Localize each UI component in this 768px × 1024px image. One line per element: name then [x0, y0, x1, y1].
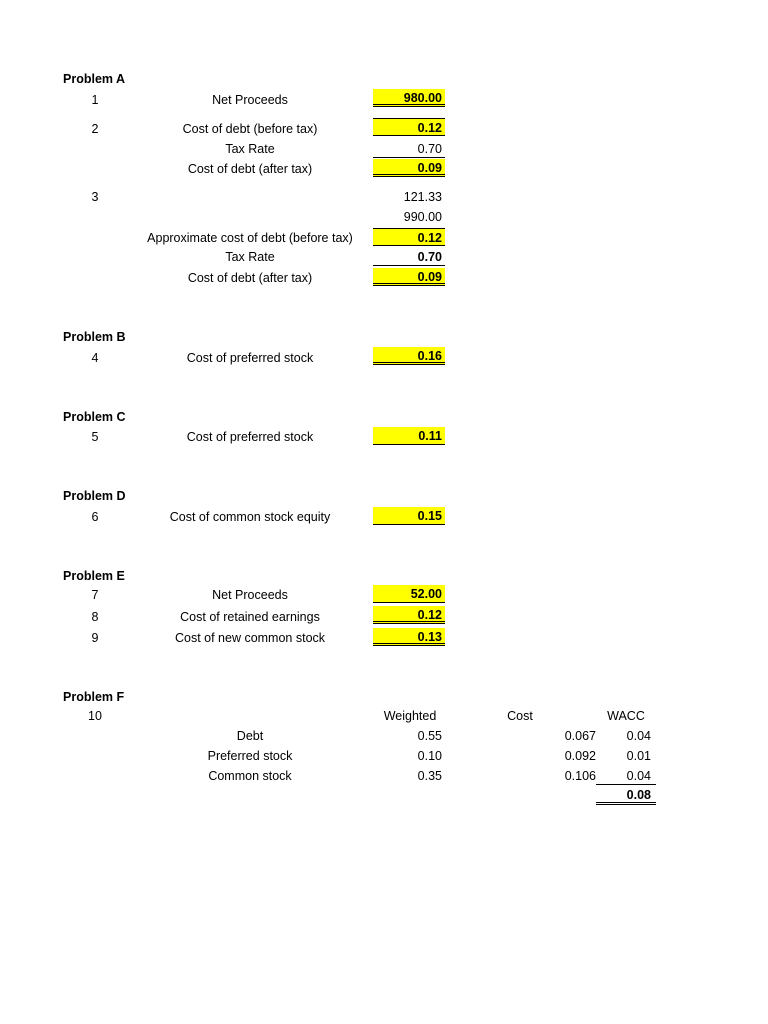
- cost-of-new-common-stock-label: Cost of new common stock: [174, 631, 326, 645]
- debt-label: Debt: [236, 729, 264, 743]
- denominator-value[interactable]: 990.00: [403, 210, 442, 224]
- debt-cost-value[interactable]: 0.067: [564, 729, 596, 743]
- cost-of-preferred-stock-value[interactable]: 0.16: [373, 347, 445, 365]
- preferred-stock-weighted-value[interactable]: 0.10: [417, 749, 442, 763]
- tax-rate-value[interactable]: 0.70: [373, 249, 445, 266]
- cost-of-debt-before-tax-label: Cost of debt (before tax): [182, 122, 318, 136]
- problem-e-header: Problem E: [63, 569, 125, 583]
- debt-weighted-value[interactable]: 0.55: [417, 729, 442, 743]
- item-number: 1: [91, 93, 99, 107]
- item-number: 5: [91, 430, 99, 444]
- item-number: 2: [91, 122, 99, 136]
- cost-of-preferred-stock-value[interactable]: 0.11: [373, 427, 445, 445]
- wacc-total-value[interactable]: 0.08: [596, 787, 656, 805]
- weighted-column-header: Weighted: [383, 709, 437, 723]
- cost-of-retained-earnings-label: Cost of retained earnings: [180, 610, 320, 624]
- net-proceeds-label: Net Proceeds: [212, 588, 288, 602]
- cost-of-common-stock-equity-value[interactable]: 0.15: [373, 507, 445, 525]
- preferred-stock-cost-value[interactable]: 0.092: [564, 749, 596, 763]
- common-stock-label: Common stock: [208, 769, 292, 783]
- tax-rate-value[interactable]: 0.70: [373, 141, 445, 158]
- cost-of-debt-after-tax-value[interactable]: 0.09: [373, 268, 445, 286]
- problem-a-header: Problem A: [63, 72, 126, 86]
- common-stock-wacc-value[interactable]: 0.04: [596, 768, 656, 785]
- common-stock-weighted-value[interactable]: 0.35: [417, 769, 442, 783]
- cost-of-debt-after-tax-label: Cost of debt (after tax): [187, 162, 313, 176]
- approx-cost-of-debt-label: Approximate cost of debt (before tax): [147, 231, 353, 245]
- item-number: 9: [91, 631, 99, 645]
- item-number: 6: [91, 510, 99, 524]
- numerator-value[interactable]: 121.33: [403, 190, 442, 204]
- cost-of-common-stock-equity-label: Cost of common stock equity: [169, 510, 331, 524]
- net-proceeds-value[interactable]: 52.00: [373, 585, 445, 603]
- cost-of-retained-earnings-value[interactable]: 0.12: [373, 606, 445, 624]
- problem-f-header: Problem F: [63, 690, 125, 704]
- item-number: 4: [91, 351, 99, 365]
- cost-of-new-common-stock-value[interactable]: 0.13: [373, 628, 445, 646]
- net-proceeds-value[interactable]: 980.00: [373, 89, 445, 107]
- item-number: 8: [91, 610, 99, 624]
- cost-of-preferred-stock-label: Cost of preferred stock: [186, 430, 314, 444]
- wacc-column-header: WACC: [607, 709, 645, 723]
- common-stock-cost-value[interactable]: 0.106: [564, 769, 596, 783]
- preferred-stock-wacc-value[interactable]: 0.01: [626, 749, 651, 763]
- item-number: 10: [88, 709, 102, 723]
- cost-of-debt-after-tax-label: Cost of debt (after tax): [187, 271, 313, 285]
- preferred-stock-label: Preferred stock: [207, 749, 293, 763]
- item-number: 7: [91, 588, 99, 602]
- cost-of-preferred-stock-label: Cost of preferred stock: [186, 351, 314, 365]
- problem-c-header: Problem C: [63, 410, 126, 424]
- cost-of-debt-before-tax-value[interactable]: 0.12: [373, 118, 445, 136]
- net-proceeds-label: Net Proceeds: [212, 93, 288, 107]
- item-number: 3: [91, 190, 99, 204]
- debt-wacc-value[interactable]: 0.04: [626, 729, 651, 743]
- tax-rate-label: Tax Rate: [225, 250, 275, 264]
- cost-of-debt-after-tax-value[interactable]: 0.09: [373, 159, 445, 177]
- cost-column-header: Cost: [507, 709, 533, 723]
- problem-b-header: Problem B: [63, 330, 126, 344]
- tax-rate-label: Tax Rate: [225, 142, 275, 156]
- approx-cost-of-debt-value[interactable]: 0.12: [373, 228, 445, 246]
- problem-d-header: Problem D: [63, 489, 126, 503]
